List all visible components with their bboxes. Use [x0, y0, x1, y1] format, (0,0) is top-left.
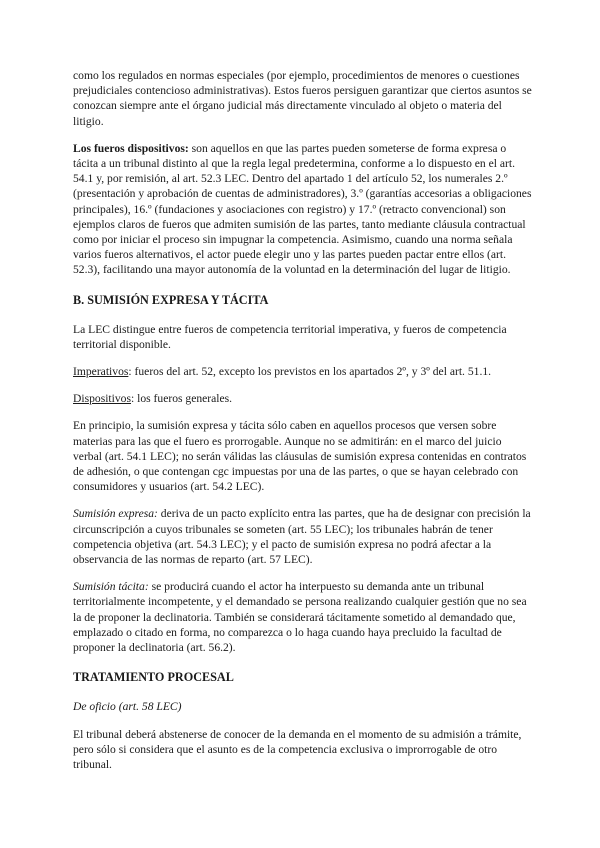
term-sumision-tacita: Sumisión tácita: [73, 580, 149, 594]
paragraph-text: son aquellos en que las partes pueden someterse de forma expresa o tácita a un tribunal distinto al que la regla legal predetermina, conforme a lo dispuesto en el art. 54.1 y, por remisión, al art. 52.3 LEC. Dentro del apartado 1 del artículo 52, los numerales 2.º (presentación y aprobación de cuentas de administradores), 3.º (garantías accesorias a obligaciones principales), 16.º (fundaciones y asociaciones con registro) y 17.º (retracto convencional) son ejemplos claros de fueros que admiten sumisión de las partes, tanto mediante cláusula contractual como por iniciar el proceso sin impugnar la competencia. Asimismo, cuando una norma señala varios fueros alternativos, el actor puede elegir uno y las partes pueden pactar entre ellos (art. 52.3), facilitando una mayor autonomía de la voluntad en la determinación del lugar de litigio. [73, 141, 532, 277]
paragraph-tribunal: El tribunal deberá abstenerse de conocer de la demanda en el momento de su admisión a trámite, pero sólo si considera que el asunto es de la competencia exclusiva o improrrogable de otro tribunal. [73, 727, 522, 771]
paragraph-fueros-especiales: como los regulados en normas especiales (por ejemplo, procedimientos de menores o cuestiones prejudiciales contencioso administrativas). Estos fueros persiguen garantizar que ciertos asuntos se conozcan siempre ante el órgano judicial más directamente vinculado al objeto o materia del litigio. [73, 69, 532, 128]
term-dispositivos: Dispositivos [73, 392, 131, 406]
document-page [73, 68, 533, 784]
term-sumision-expresa: Sumisión expresa: [73, 507, 158, 521]
paragraph-text: : fueros del art. 52, excepto los previstos en los apartados 2º, y 3º del art. 51.1. [128, 365, 492, 379]
paragraph-text: : los fueros generales. [130, 392, 233, 406]
paragraph-en-principio: En principio, la sumisión expresa y tácita sólo caben en aquellos procesos que versen sobre materias para las que el fuero es prorrogable. Aunque no se admitirán: en el marco del juicio verbal (art. 54.1 LEC); no serán válidas las cláusulas de sumisión expresa contenidas en contratos de adhesión, o que contengan cgc impuestas por una de las partes, o que se hayan celebrado con consumidores y usuarios (art. 54.2 LEC). [73, 419, 527, 494]
paragraph-sumision-expresa [73, 506, 533, 567]
subheading-de-oficio: De oficio (art. 58 LEC) [73, 700, 182, 714]
paragraph-fueros-dispositivos [73, 141, 533, 278]
paragraph-dispositivos [73, 391, 533, 406]
paragraph-text: se producirá cuando el actor ha interpuesto su demanda ante un tribunal territorialmente incompetente, y el demandado se persona realizando cualquier gestión que no sea la de proponer la declinatoria. También se considerará tácitamente sometido al demandado que, emplazado o citado en forma, no comparezca o lo haga cuando haya precluido la facultad de proponer la declinatoria (art. 56.2). [73, 580, 527, 655]
paragraph-text: deriva de un pacto explícito entra las partes, que ha de designar con precisión la circunscripción a cuyos tribunales se someten (art. 55 LEC); los tribunales habrán de tener competencia objetiva (art. 54.3 LEC); y el pacto de sumisión expresa no podrá afectar a la observancia de las normas de reparto (art. 57 LEC). [73, 507, 531, 567]
heading-tratamiento-procesal: TRATAMIENTO PROCESAL [73, 670, 234, 685]
paragraph-sumision-tacita [73, 579, 533, 655]
term-fueros-dispositivos: Los fueros dispositivos: [73, 141, 189, 155]
paragraph-lec-distingue: La LEC distingue entre fueros de competencia territorial imperativa, y fueros de competencia territorial disponible. [73, 322, 507, 351]
heading-sumision: B. SUMISIÓN EXPRESA Y TÁCITA [73, 292, 269, 307]
term-imperativos: Imperativos [73, 365, 129, 379]
paragraph-imperativos [73, 364, 533, 379]
